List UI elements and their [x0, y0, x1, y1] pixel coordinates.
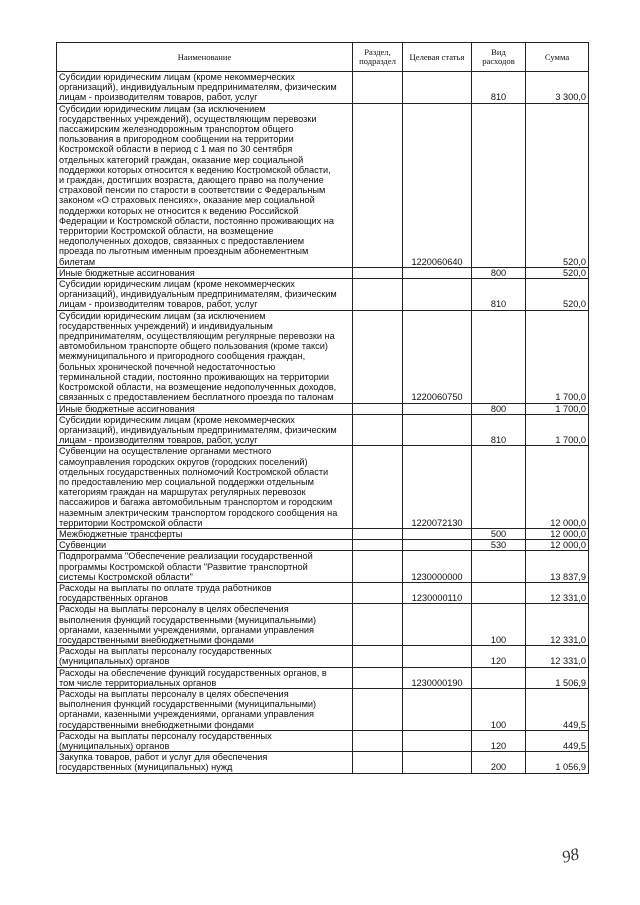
row-sum: 12 000,0 — [526, 528, 589, 539]
row-section — [353, 267, 403, 278]
row-target: 1230000190 — [403, 667, 472, 688]
table-row — [57, 582, 589, 603]
row-name: Расходы на выплаты по оплате труда работников государственных органов — [57, 582, 353, 603]
header-sum: Сумма — [526, 43, 589, 72]
row-sum: 520,0 — [526, 279, 589, 311]
row-target — [403, 688, 472, 730]
row-target: 1230000110 — [403, 582, 472, 603]
row-name: Расходы на выплаты персоналу в целях обеспечения выполнения функций государственными (муниципальными) органами, казенными учреждениями, органами управления государственными внебюджетными фондами — [57, 604, 353, 646]
row-sum: 1 056,9 — [526, 752, 589, 773]
row-section — [353, 310, 403, 403]
row-sum: 12 331,0 — [526, 604, 589, 646]
row-type: 500 — [472, 528, 526, 539]
row-section — [353, 582, 403, 603]
row-name: Расходы на выплаты персоналу государственных (муниципальных) органов — [57, 730, 353, 751]
header-section: Раздел, подраздел — [353, 43, 403, 72]
row-sum: 449,5 — [526, 688, 589, 730]
table-row — [57, 72, 589, 104]
row-target — [403, 540, 472, 551]
row-type — [472, 103, 526, 267]
row-name: Субсидии юридическим лицам (кроме некоммерческих организаций), индивидуальным предпринимателям, физическим лицам - производителям товаров, работ, услуг — [57, 279, 353, 311]
row-target — [403, 646, 472, 667]
row-type: 530 — [472, 540, 526, 551]
row-sum: 12 000,0 — [526, 540, 589, 551]
row-section — [353, 646, 403, 667]
row-sum: 1 700,0 — [526, 310, 589, 403]
row-section — [353, 414, 403, 446]
header-type: Вид расходов — [472, 43, 526, 72]
row-section — [353, 667, 403, 688]
row-target — [403, 528, 472, 539]
row-type — [472, 667, 526, 688]
row-type: 100 — [472, 604, 526, 646]
header-name: Наименование — [57, 43, 353, 72]
row-section — [353, 103, 403, 267]
page-number-handwritten: 98 — [559, 844, 581, 867]
table-row — [57, 688, 589, 730]
row-type: 200 — [472, 752, 526, 773]
row-sum: 3 300,0 — [526, 72, 589, 104]
row-sum: 1 506,9 — [526, 667, 589, 688]
row-name: Субвенции на осуществление органами местного самоуправления городских округов (городских поселений) отдельных государственных полномочий Костромской области по предоставлению мер социальной поддержки отдельным категориям граждан на маршрутах регулярных перевозок пассажиров и багажа автомобильным транспортом и городским наземным электрическим транспортом городского сообщения на территории Костромской области — [57, 446, 353, 529]
row-target — [403, 72, 472, 104]
table-row — [57, 667, 589, 688]
row-name: Расходы на выплаты персоналу в целях обеспечения выполнения функций государственными (муниципальными) органами, казенными учреждениями, органами управления государственными внебюджетными фондами — [57, 688, 353, 730]
row-sum: 449,5 — [526, 730, 589, 751]
row-section — [353, 752, 403, 773]
table-row — [57, 752, 589, 773]
row-type: 120 — [472, 646, 526, 667]
row-target — [403, 752, 472, 773]
table-row — [57, 267, 589, 278]
row-section — [353, 551, 403, 583]
row-sum: 12 331,0 — [526, 582, 589, 603]
row-target — [403, 604, 472, 646]
header-target: Целевая статья — [403, 43, 472, 72]
row-target: 1230000000 — [403, 551, 472, 583]
table-row — [57, 604, 589, 646]
row-section — [353, 446, 403, 529]
row-type: 800 — [472, 267, 526, 278]
row-name: Субсидии юридическим лицам (кроме некоммерческих организаций), индивидуальным предпринимателям, физическим лицам - производителям товаров, работ, услуг — [57, 414, 353, 446]
row-name: Закупка товаров, работ и услуг для обеспечения государственных (муниципальных) нужд — [57, 752, 353, 773]
table-row — [57, 730, 589, 751]
row-type: 800 — [472, 403, 526, 414]
table-row — [57, 403, 589, 414]
row-name: Подпрограмма "Обеспечение реализации государственной программы Костромской области "Развитие транспортной системы Костромской области" — [57, 551, 353, 583]
row-target — [403, 403, 472, 414]
row-sum: 12 331,0 — [526, 646, 589, 667]
row-target: 1220060750 — [403, 310, 472, 403]
table-row — [57, 279, 589, 311]
row-sum: 1 700,0 — [526, 414, 589, 446]
row-section — [353, 279, 403, 311]
row-type: 810 — [472, 414, 526, 446]
row-target: 1220072130 — [403, 446, 472, 529]
row-section — [353, 528, 403, 539]
table-row — [57, 528, 589, 539]
row-section — [353, 540, 403, 551]
row-section — [353, 730, 403, 751]
row-section — [353, 604, 403, 646]
row-name: Расходы на обеспечение функций государственных органов, в том числе территориальных органов — [57, 667, 353, 688]
row-type: 120 — [472, 730, 526, 751]
row-section — [353, 72, 403, 104]
row-sum: 13 837,9 — [526, 551, 589, 583]
row-type — [472, 551, 526, 583]
row-section — [353, 403, 403, 414]
table-row — [57, 646, 589, 667]
table-row — [57, 540, 589, 551]
row-sum: 520,0 — [526, 267, 589, 278]
row-target — [403, 279, 472, 311]
row-target — [403, 414, 472, 446]
row-type — [472, 582, 526, 603]
table-row — [57, 446, 589, 529]
row-name: Субвенции — [57, 540, 353, 551]
table-header-row — [57, 43, 589, 72]
row-section — [353, 688, 403, 730]
row-type — [472, 310, 526, 403]
table-row — [57, 310, 589, 403]
row-name: Субсидии юридическим лицам (за исключением государственных учреждений), осуществляющим перевозки пассажирским железнодорожным транспортом общего пользования в пригородном сообщении на территории Костромской области в период с 1 мая по 30 сентября отдельных категорий граждан, оказание мер социальной поддержки которых относится к ведению Костромской области, и граждан, достигших возраста, дающего право на получение страховой пенсии по старости в соответствии с Федеральным законом «О страховых пенсиях», оказание мер социальной поддержки которых не относится к ведению Российской Федерации и Костромской области, постоянно проживающих на территории Костромской области, на возмещение недополученных доходов, связанных с предоставлением проезда по льготным именным проездным абонементным билетам — [57, 103, 353, 267]
row-sum: 12 000,0 — [526, 446, 589, 529]
table-row — [57, 414, 589, 446]
row-type: 810 — [472, 72, 526, 104]
row-target — [403, 267, 472, 278]
row-target — [403, 730, 472, 751]
table-row — [57, 103, 589, 267]
row-sum: 1 700,0 — [526, 403, 589, 414]
row-name: Межбюджетные трансферты — [57, 528, 353, 539]
row-target: 1220060640 — [403, 103, 472, 267]
row-name: Субсидии юридическим лицам (за исключением государственных учреждений) и индивидуальным предпринимателям, осуществляющим регулярные перевозки на автомобильном транспорте общего пользования (кроме такси) межмуниципального и пригородного сообщения граждан, больных хронической почечной недостаточностью терминальной стадии, постоянно проживающих на территории Костромской области, на возмещение недополученных доходов, связанных с предоставлением бесплатного проезда по талонам — [57, 310, 353, 403]
budget-table — [56, 42, 589, 774]
table-row — [57, 551, 589, 583]
row-type — [472, 446, 526, 529]
row-name: Расходы на выплаты персоналу государственных (муниципальных) органов — [57, 646, 353, 667]
row-sum: 520,0 — [526, 103, 589, 267]
row-name: Субсидии юридическим лицам (кроме некоммерческих организаций), индивидуальным предпринимателям, физическим лицам - производителям товаров, работ, услуг — [57, 72, 353, 104]
row-type: 810 — [472, 279, 526, 311]
row-name: Иные бюджетные ассигнования — [57, 403, 353, 414]
row-type: 100 — [472, 688, 526, 730]
row-name: Иные бюджетные ассигнования — [57, 267, 353, 278]
